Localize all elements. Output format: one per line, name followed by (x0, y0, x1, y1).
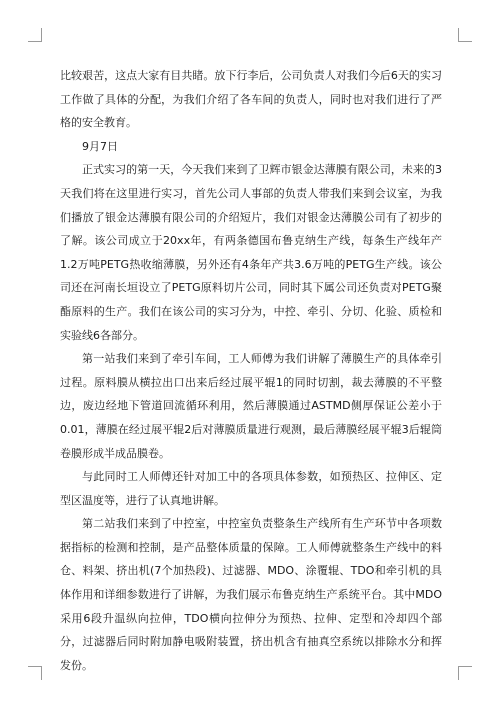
crop-mark-bottom-left (28, 666, 42, 680)
paragraph-company-intro: 正式实习的第一天，今天我们来到了卫辉市银金达薄膜有限公司，未来的3天我们将在这里进行实习，首先公司人事部的负责人带我们来到会议室，为我们播放了银金达薄膜有限公司的介绍短片，我们对银金达薄膜公司有了初步的了解。该公司成立于20xx年，有两条德国布鲁克纳生产线，每条生产线年产1.2万吨PETG热收缩薄膜，另外还有4条年产共3.6万吨的PETG生产线。该公司还在河南长垣设立了PETG原料切片公司，同时其下属公司还负责对PETG聚酯原料的生产。我们在该公司的实习分为，中控、牵引、分切、化验、质检和实验线6各部分。 (60, 163, 442, 342)
paragraph-control-room: 第二站我们来到了中控室，中控室负责整条生产线所有生产环节中各项数据指标的检测和控制，是产品整体质量的保障。工人师傅就整条生产线中的料仓、料架、挤出机(7个加热段)、过滤器、MDO、涂覆辊、TDO和牵引机的具体作用和详细参数进行了讲解，为我们展示布鲁克纳生产系统平台。其中MDO采用6段升温纵向拉伸，TDO横向拉伸分为预热、拉伸、定型和冷却四个部分，过滤器后同时附加静电吸附装置，挤出机含有抽真空系统以排除水分和挥发份。 (60, 517, 442, 672)
document-body (60, 64, 442, 677)
date-heading: 9月7日 (82, 139, 118, 153)
crop-mark-bottom-right (458, 666, 472, 680)
paragraph-traction-workshop: 第一站我们来到了牵引车间，工人师傅为我们讲解了薄膜生产的具体牵引过程。原料膜从横拉出口出来后经过展平辊1的同时切割，裁去薄膜的不平整边，废边经地下管道回流循环利用，然后薄膜通过ASTMD侧厚保证公差小于0.01，薄膜在经过展平辊2后对薄膜质量进行观测，最后薄膜经展平辊3后辊筒卷膜形成半成品膜卷。 (60, 352, 442, 460)
crop-mark-top-left (28, 28, 42, 42)
paragraph-intro: 比较艰苦，这点大家有目共睹。放下行李后，公司负责人对我们今后6天的实习工作做了具体的分配，为我们介绍了各车间的负责人，同时也对我们进行了严格的安全教育。 (60, 69, 442, 130)
paragraph-parameters: 与此同时工人师傅还针对加工中的各项具体参数，如预热区、拉伸区、定型区温度等，进行了认真地讲解。 (60, 470, 442, 507)
crop-mark-top-right (458, 28, 472, 42)
